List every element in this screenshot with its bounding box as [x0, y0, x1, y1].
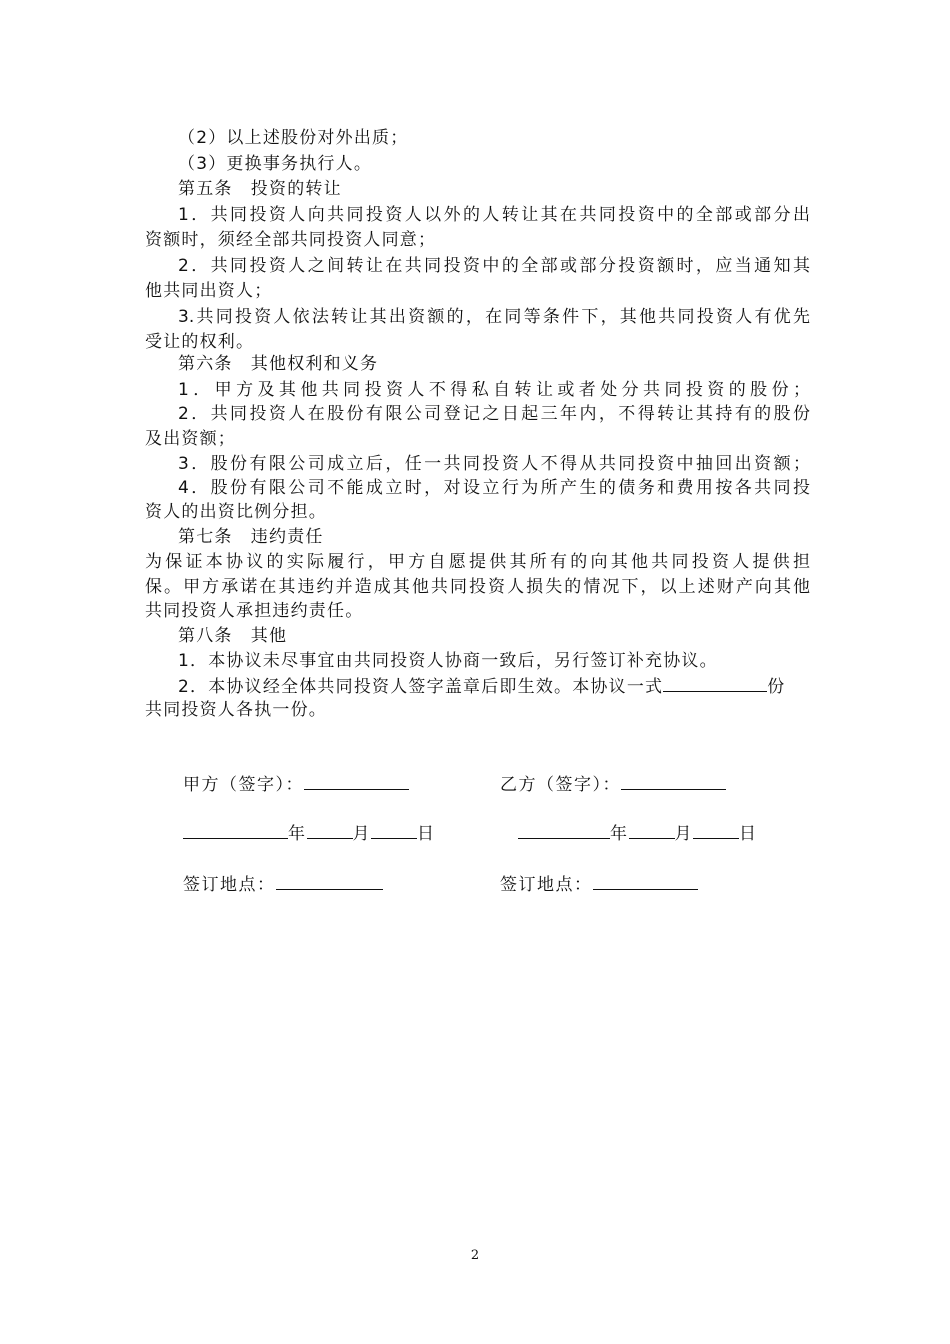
- clause-line: 1．共同投资人向共同投资人以外的人转让其在共同投资中的全部或部分出: [178, 205, 810, 225]
- clause-line: 他共同出资人；: [145, 281, 273, 301]
- day-blank[interactable]: [693, 821, 739, 839]
- clause-line: 3.共同投资人依法转让其出资额的，在同等条件下，其他共同投资人有优先: [178, 307, 810, 327]
- day-label: 日: [739, 824, 758, 844]
- clause-line: 4．股份有限公司不能成立时，对设立行为所产生的债务和费用按各共同投: [178, 478, 810, 498]
- clause-line: 及出资额；: [145, 429, 236, 449]
- party-b-date: [518, 821, 758, 846]
- day-blank[interactable]: [371, 821, 417, 839]
- clause-line: 1．本协议未尽事宜由共同投资人协商一致后，另行签订补充协议。: [178, 651, 718, 671]
- place-label: 签订地点：: [500, 875, 593, 895]
- year-label: 年: [288, 824, 307, 844]
- clause-text: 2．本协议经全体共同投资人签字盖章后即生效。本协议一式: [178, 677, 664, 697]
- party-a-signature: [183, 772, 409, 797]
- month-label: 月: [352, 824, 371, 844]
- article-6-title: 第六条 其他权利和义务: [178, 354, 379, 374]
- clause-line: 1．甲方及其他共同投资人不得私自转让或者处分共同投资的股份；: [178, 380, 810, 400]
- clause-line: 保。甲方承诺在其违约并造成其他共同投资人损失的情况下，以上述财产向其他: [145, 577, 810, 597]
- party-a-signature-blank[interactable]: [304, 772, 409, 790]
- party-a-label: 甲方（签字）：: [183, 775, 304, 795]
- clause-line: 共同投资人承担违约责任。: [145, 601, 364, 621]
- party-b-label: 乙方（签字）：: [500, 775, 621, 795]
- page-number: 2: [470, 1248, 480, 1263]
- clause-line: （2）以上述股份对外出质；: [178, 128, 409, 148]
- article-7-title: 第七条 违约责任: [178, 527, 324, 547]
- clause-line: 为保证本协议的实际履行，甲方自愿提供其所有的向其他共同投资人提供担: [145, 552, 810, 572]
- clause-line: 2．共同投资人之间转让在共同投资中的全部或部分投资额时，应当通知其: [178, 256, 810, 276]
- day-label: 日: [417, 824, 436, 844]
- clause-text: 份: [767, 677, 786, 697]
- month-blank[interactable]: [307, 821, 353, 839]
- clause-line: （3）更换事务执行人。: [178, 154, 373, 174]
- party-a-date: [183, 821, 436, 846]
- party-b-place: [500, 872, 698, 897]
- place-blank[interactable]: [593, 872, 698, 890]
- year-blank[interactable]: [518, 821, 610, 839]
- article-5-title: 第五条 投资的转让: [178, 179, 342, 199]
- clause-line: 资人的出资比例分担。: [145, 502, 327, 522]
- party-a-place: [183, 872, 383, 897]
- copies-blank[interactable]: [663, 674, 767, 692]
- clause-line: [178, 674, 810, 699]
- clause-line: 2．共同投资人在股份有限公司登记之日起三年内，不得转让其持有的股份: [178, 404, 810, 424]
- article-8-title: 第八条 其他: [178, 626, 288, 646]
- year-blank[interactable]: [183, 821, 288, 839]
- clause-line: 共同投资人各执一份。: [145, 700, 327, 720]
- clause-line: 受让的权利。: [145, 332, 255, 352]
- year-label: 年: [610, 824, 629, 844]
- clause-line: 资额时，须经全部共同投资人同意；: [145, 230, 437, 250]
- party-b-signature: [500, 772, 726, 797]
- clause-line: 3．股份有限公司成立后，任一共同投资人不得从共同投资中抽回出资额；: [178, 454, 810, 474]
- party-b-signature-blank[interactable]: [621, 772, 726, 790]
- month-label: 月: [674, 824, 693, 844]
- place-label: 签订地点：: [183, 875, 276, 895]
- place-blank[interactable]: [276, 872, 383, 890]
- month-blank[interactable]: [629, 821, 675, 839]
